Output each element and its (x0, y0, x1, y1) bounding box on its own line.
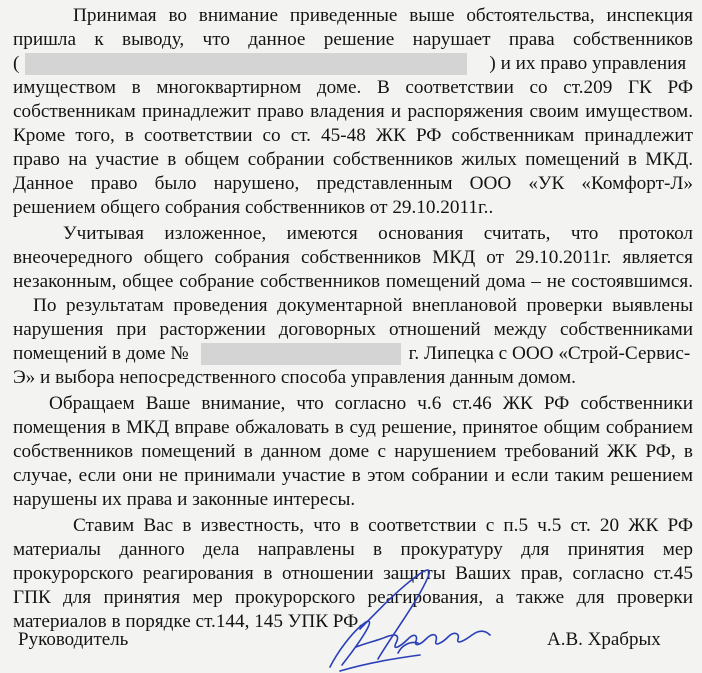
text-segment: г. Липецка с ООО «Строй-Сервис- (408, 343, 691, 364)
text-line: материалов в порядке ст.144, 145 УПК РФ. (13, 611, 364, 632)
text-line: Э» и выбора непосредственного способа управления данным домом. (13, 367, 576, 388)
text-line: Данное право было нарушено, представленным ООО «УК «Комфорт-Л» (13, 173, 693, 194)
text-line: Обращаем Ваше внимание, что согласно ч.6 ст.46 ЖК РФ собственники (49, 393, 693, 414)
text-segment: помещений в доме № (13, 343, 189, 364)
text-line: Учитывая изложенное, имеются основания считать, что протокол (63, 223, 693, 244)
redacted-block (25, 53, 467, 75)
signer-name: А.В. Храбрых (547, 629, 661, 650)
text-line: собственников помещений в данном доме с нарушением требований ЖК РФ, в (13, 441, 693, 462)
text-line: имуществом в многоквартирном доме. В соответствии со ст.209 ГК РФ (13, 77, 693, 98)
text-line: нарушены их права и законные интересы. (13, 489, 356, 510)
text-line: право на участие в общем собрании собственников жилых помещений в МКД. (13, 149, 693, 170)
text-segment: ) и их право управления (489, 53, 687, 74)
redacted-block (201, 343, 401, 365)
text-line-with-redaction (13, 342, 693, 366)
text-line: Принимая во внимание приведенные выше обстоятельства, инспекция (73, 5, 693, 26)
text-line: собственникам принадлежит право владения и распоряжения своим имуществом. (13, 101, 693, 122)
text-line-with-redaction (13, 52, 693, 76)
text-line: пришла к выводу, что данное решение нарушает права собственников (13, 29, 693, 50)
text-line: решением общего собрания собственников от 29.10.2011г.. (13, 197, 494, 218)
signer-position: Руководитель (18, 629, 129, 650)
text-line: Ставим Вас в известность, что в соответствии с п.5 ч.5 ст. 20 ЖК РФ (73, 515, 693, 536)
text-line: По результатам проведения документарной внеплановой проверки выявлены (33, 295, 693, 316)
text-line: ГПК для принятия мер прокурорского реагирования, а также для проверки (13, 587, 693, 608)
open-paren: ( (13, 53, 20, 74)
text-line: материалы данного дела направлены в прокуратуру для принятия мер (13, 539, 693, 560)
text-line: прокурорского реагирования в отношении защиты Ваших прав, согласно ст.45 (13, 563, 693, 584)
text-line: нарушения при расторжении договорных отношений между собственниками (13, 319, 693, 340)
text-line: случае, если они не принимали участие в этом собрании и если таким решением (13, 465, 693, 486)
text-line: незаконным, общее собрание собственников помещений дома – не состоявшимся. (13, 271, 693, 292)
text-line: помещения в МКД вправе обжаловать в суд решение, принятое общим собранием (13, 417, 693, 438)
text-line: внеочередного общего собрания собственников МКД от 29.10.2011г. является (13, 247, 693, 268)
handwritten-signature (300, 555, 540, 673)
text-line: Кроме того, в соответствии со ст. 45-48 ЖК РФ собственникам принадлежит (13, 125, 693, 146)
